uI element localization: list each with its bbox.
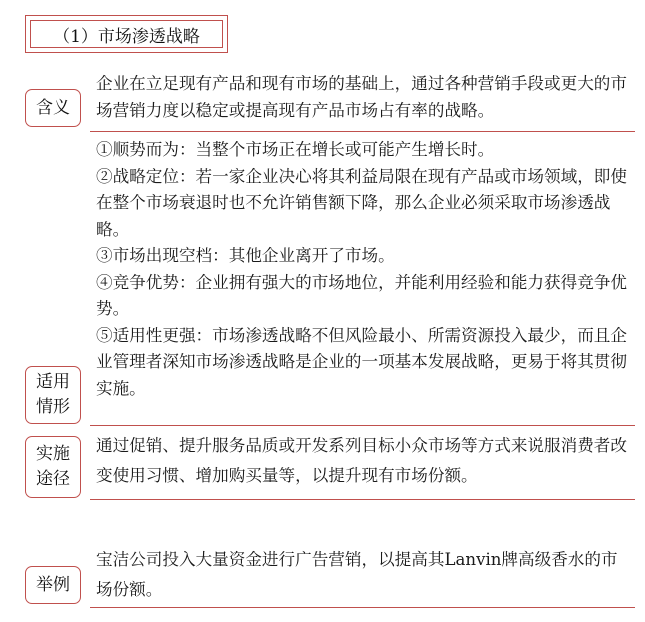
condition-item-2: ②战略定位：若一家企业决心将其利益局限在现有产品或市场领域，即使在整个市场衰退时也不允许销售额下降，那么企业必须采取市场渗透战略。 bbox=[96, 166, 627, 239]
definition-label-text: 含义 bbox=[36, 97, 70, 118]
example-text: 宝洁公司投入大量资金进行广告营销，以提高其Lanvin牌高级香水的市场份额。 bbox=[96, 550, 618, 599]
example-label bbox=[25, 566, 81, 604]
approach-text: 通过促销、提升服务品质或开发系列目标小众市场等方式来说服消费者改变使用习惯、增加购买量等，以提升现有市场份额。 bbox=[96, 436, 627, 485]
conditions-label-line2: 情形 bbox=[36, 397, 70, 417]
approach-divider bbox=[90, 499, 635, 500]
condition-item-4: ④竞争优势：企业拥有强大的市场地位，并能利用经验和能力获得竞争优势。 bbox=[96, 272, 627, 318]
condition-item-3: ③市场出现空档：其他企业离开了市场。 bbox=[96, 246, 395, 265]
conditions-divider bbox=[90, 425, 635, 426]
definition-text: 企业在立足现有产品和现有市场的基础上，通过各种营销手段或更大的市场营销力度以稳定或提高现有产品市场占有率的战略。 bbox=[96, 74, 627, 120]
definition-divider bbox=[90, 131, 635, 132]
condition-item-1: ①顺势而为：当整个市场正在增长或可能产生增长时。 bbox=[96, 140, 495, 159]
section-title-box bbox=[25, 15, 228, 53]
conditions-list bbox=[96, 137, 632, 402]
conditions-label bbox=[25, 366, 81, 424]
conditions-label-line1: 适用 bbox=[36, 372, 70, 392]
approach-label bbox=[25, 436, 81, 498]
example-label-text: 举例 bbox=[36, 574, 70, 595]
example-divider bbox=[90, 607, 635, 608]
definition-label bbox=[25, 89, 81, 127]
section-title: （1）市场渗透战略 bbox=[30, 20, 223, 48]
approach-label-line2: 途径 bbox=[36, 469, 70, 489]
approach-label-line1: 实施 bbox=[36, 444, 70, 464]
condition-item-5: ⑤适用性更强：市场渗透战略不但风险最小、所需资源投入最少，而且企业管理者深知市场渗透战略是企业的一项基本发展战略，更易于将其贯彻实施。 bbox=[96, 325, 627, 398]
